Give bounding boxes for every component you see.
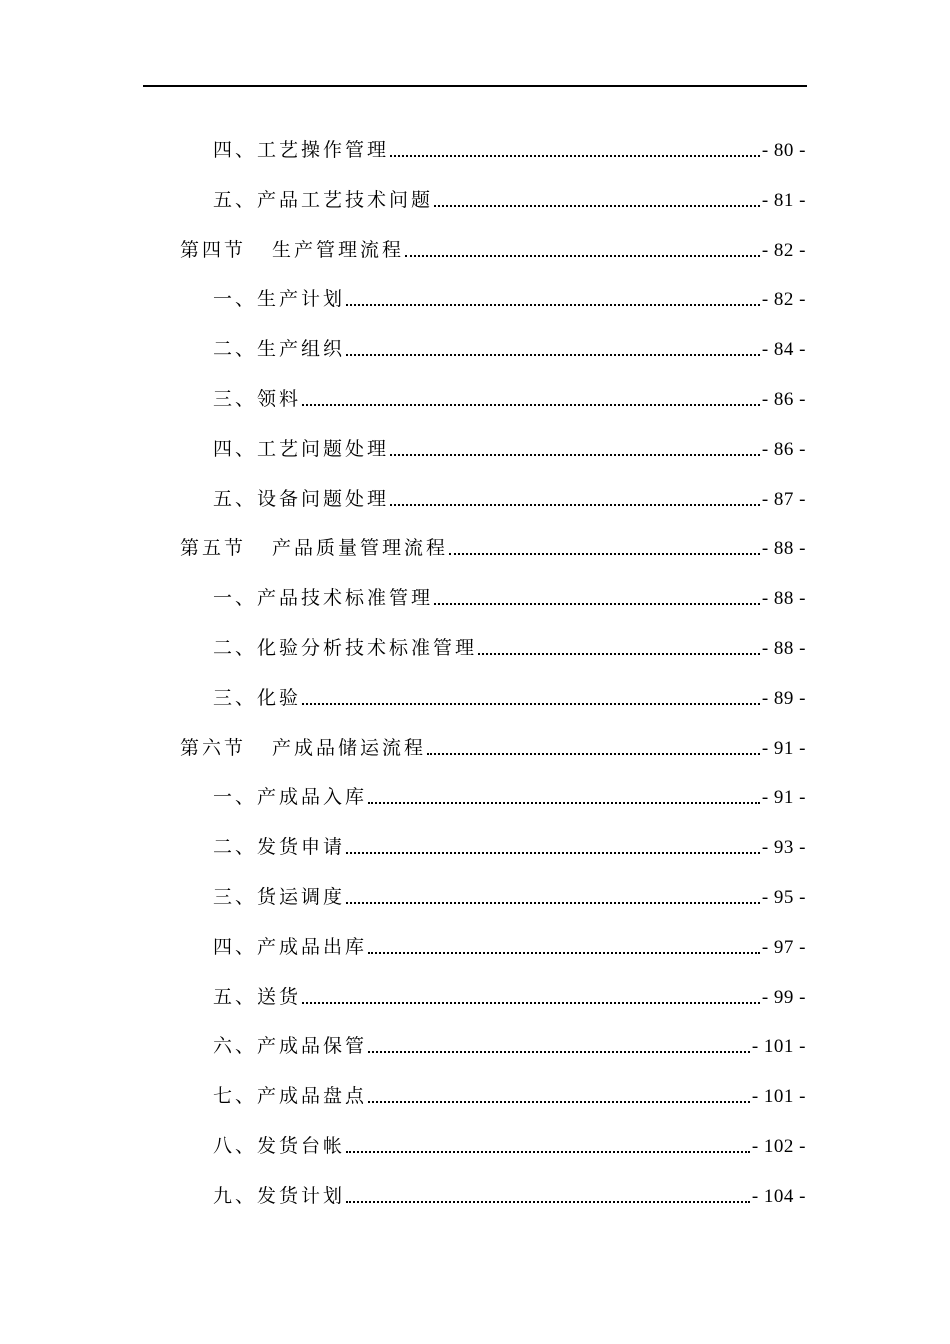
toc-dot-leader xyxy=(390,155,760,157)
toc-entry-number: 第五节 xyxy=(180,537,247,559)
toc-page-number: - 93 - xyxy=(761,837,806,858)
toc-entry-title: 产成品保管 xyxy=(257,1035,368,1057)
toc-page-number: - 101 - xyxy=(751,1036,806,1057)
toc-entry-number: 二、 xyxy=(213,836,258,858)
toc-entry-number: 三、 xyxy=(213,388,258,410)
toc-entry-title: 产成品出库 xyxy=(257,936,368,958)
toc-entry-title: 工艺问题处理 xyxy=(257,438,390,460)
toc-item-entry[interactable] xyxy=(213,583,806,613)
toc-page-number: - 80 - xyxy=(761,140,806,161)
toc-entry-title: 发货计划 xyxy=(257,1185,346,1207)
toc-entry-title: 发货台帐 xyxy=(257,1135,346,1157)
toc-entry-title: 化验 xyxy=(257,687,302,709)
toc-entry-number: 三、 xyxy=(213,687,258,709)
toc-entry-number: 四、 xyxy=(213,139,258,161)
toc-entry-number: 二、 xyxy=(213,338,258,360)
toc-dot-leader xyxy=(302,404,760,406)
toc-section-entry[interactable] xyxy=(180,733,806,763)
toc-entry-title: 产品质量管理流程 xyxy=(272,537,449,559)
toc-entry-number: 五、 xyxy=(213,189,258,211)
toc-entry-title: 生产计划 xyxy=(257,288,346,310)
toc-entry-number: 三、 xyxy=(213,886,258,908)
toc-page-number: - 104 - xyxy=(751,1186,806,1207)
toc-page-number: - 84 - xyxy=(761,339,806,360)
toc-item-entry[interactable] xyxy=(213,932,806,962)
toc-item-entry[interactable] xyxy=(213,1031,806,1061)
toc-page-number: - 101 - xyxy=(751,1086,806,1107)
toc-entry-number: 第六节 xyxy=(180,737,247,759)
toc-item-entry[interactable] xyxy=(213,782,806,812)
toc-dot-leader xyxy=(390,504,760,506)
toc-item-entry[interactable] xyxy=(213,284,806,314)
toc-page-number: - 95 - xyxy=(761,887,806,908)
toc-item-entry[interactable] xyxy=(213,982,806,1012)
toc-entry-title: 设备问题处理 xyxy=(257,488,390,510)
header-rule xyxy=(143,85,807,87)
toc-dot-leader xyxy=(390,454,760,456)
toc-entry-title: 产成品盘点 xyxy=(257,1085,368,1107)
toc-dot-leader xyxy=(346,902,760,904)
toc-page-number: - 82 - xyxy=(761,289,806,310)
toc-item-entry[interactable] xyxy=(213,683,806,713)
toc-dot-leader xyxy=(346,354,760,356)
toc-page-number: - 82 - xyxy=(761,240,806,261)
toc-item-entry[interactable] xyxy=(213,384,806,414)
toc-entry-number: 一、 xyxy=(213,288,258,310)
toc-entry-number: 五、 xyxy=(213,488,258,510)
toc-item-entry[interactable] xyxy=(213,434,806,464)
toc-page-number: - 81 - xyxy=(761,190,806,211)
toc-page-number: - 88 - xyxy=(761,638,806,659)
toc-dot-leader xyxy=(405,255,760,257)
toc-entry-number: 二、 xyxy=(213,637,258,659)
toc-item-entry[interactable] xyxy=(213,832,806,862)
toc-item-entry[interactable] xyxy=(213,135,806,165)
toc-entry-title: 产成品入库 xyxy=(257,786,368,808)
toc-dot-leader xyxy=(346,1151,750,1153)
toc-dot-leader xyxy=(302,1002,760,1004)
toc-page-number: - 97 - xyxy=(761,937,806,958)
toc-entry-title: 化验分析技术标准管理 xyxy=(257,637,478,659)
toc-dot-leader xyxy=(427,753,760,755)
toc-dot-leader xyxy=(434,603,760,605)
toc-page-number: - 88 - xyxy=(761,588,806,609)
toc-item-entry[interactable] xyxy=(213,882,806,912)
toc-dot-leader xyxy=(368,802,760,804)
toc-dot-leader xyxy=(449,553,760,555)
toc-page-number: - 86 - xyxy=(761,439,806,460)
toc-item-entry[interactable] xyxy=(213,1081,806,1111)
toc-entry-title: 货运调度 xyxy=(257,886,346,908)
toc-section-entry[interactable] xyxy=(180,235,806,265)
toc-page-number: - 91 - xyxy=(761,738,806,759)
toc-dot-leader xyxy=(434,205,760,207)
toc-entry-number: 六、 xyxy=(213,1035,258,1057)
toc-section-entry[interactable] xyxy=(180,533,806,563)
toc-item-entry[interactable] xyxy=(213,1181,806,1211)
toc-entry-title: 生产管理流程 xyxy=(272,239,405,261)
toc-item-entry[interactable] xyxy=(213,633,806,663)
toc-item-entry[interactable] xyxy=(213,484,806,514)
toc-dot-leader xyxy=(346,1201,750,1203)
toc-page-number: - 99 - xyxy=(761,987,806,1008)
toc-entry-number: 八、 xyxy=(213,1135,258,1157)
toc-entry-number: 一、 xyxy=(213,786,258,808)
toc-item-entry[interactable] xyxy=(213,334,806,364)
toc-entry-number: 四、 xyxy=(213,936,258,958)
toc-page-number: - 87 - xyxy=(761,489,806,510)
toc-dot-leader xyxy=(346,852,760,854)
toc-page-number: - 86 - xyxy=(761,389,806,410)
toc-page-number: - 88 - xyxy=(761,538,806,559)
toc-item-entry[interactable] xyxy=(213,185,806,215)
toc-entry-title: 送货 xyxy=(257,986,302,1008)
toc-entry-number: 九、 xyxy=(213,1185,258,1207)
toc-entry-title: 工艺操作管理 xyxy=(257,139,390,161)
toc-dot-leader xyxy=(368,1051,750,1053)
toc-entry-title: 领料 xyxy=(257,388,302,410)
toc-dot-leader xyxy=(302,703,760,705)
toc-dot-leader xyxy=(368,1101,750,1103)
toc-entry-title: 生产组织 xyxy=(257,338,346,360)
toc-dot-leader xyxy=(368,952,760,954)
toc-entry-number: 第四节 xyxy=(180,239,247,261)
toc-entry-title: 发货申请 xyxy=(257,836,346,858)
toc-page-number: - 91 - xyxy=(761,787,806,808)
toc-page-number: - 89 - xyxy=(761,688,806,709)
toc-item-entry[interactable] xyxy=(213,1131,806,1161)
toc-entry-number: 一、 xyxy=(213,587,258,609)
toc-entry-number: 四、 xyxy=(213,438,258,460)
toc-page-number: - 102 - xyxy=(751,1136,806,1157)
toc-entry-title: 产成品储运流程 xyxy=(272,737,427,759)
toc-entry-title: 产品工艺技术问题 xyxy=(257,189,434,211)
toc-dot-leader xyxy=(346,304,760,306)
toc-entry-title: 产品技术标准管理 xyxy=(257,587,434,609)
toc-entry-number: 七、 xyxy=(213,1085,258,1107)
toc-entry-number: 五、 xyxy=(213,986,258,1008)
toc-dot-leader xyxy=(478,653,760,655)
